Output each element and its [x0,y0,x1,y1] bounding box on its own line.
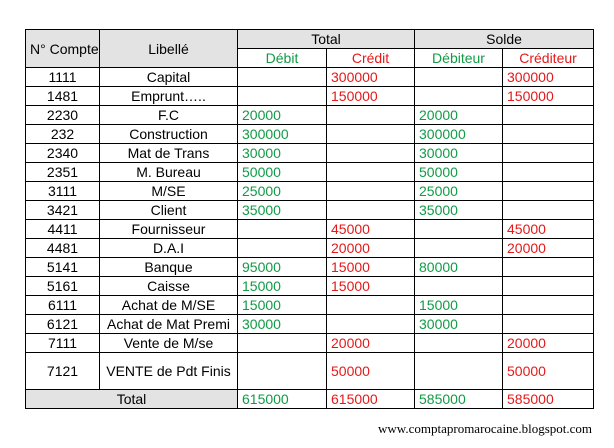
balance-table [25,29,594,409]
cell-libelle: M. Bureau [100,163,238,182]
cell-crediteur: 150000 [503,87,594,106]
cell-compte: 232 [26,125,100,144]
cell-debit [238,353,327,390]
cell-crediteur: 50000 [503,353,594,390]
total-debit: 615000 [238,390,327,409]
table-row [26,334,594,353]
total-label: Total [26,390,238,409]
cell-libelle: Emprunt….. [100,87,238,106]
cell-compte: 5141 [26,258,100,277]
cell-debiteur [415,334,503,353]
header-crediteur [503,49,594,68]
cell-debit: 15000 [238,277,327,296]
header-numero-compte [26,30,100,68]
cell-libelle: VENTE de Pdt Finis [100,353,238,390]
cell-debit: 35000 [238,201,327,220]
cell-libelle: Vente de M/se [100,334,238,353]
cell-libelle: Achat de Mat Premi [100,315,238,334]
footer-website: www.comptapromarocaine.blogspot.com [378,421,592,436]
cell-libelle: Client [100,201,238,220]
header-libelle-label: Libellé [148,40,189,57]
total-crediteur: 585000 [503,390,594,409]
cell-credit: 20000 [327,334,415,353]
header-debit [238,49,327,68]
cell-debit [238,334,327,353]
cell-credit [327,163,415,182]
cell-debit: 50000 [238,163,327,182]
cell-credit: 150000 [327,87,415,106]
cell-credit: 50000 [327,353,415,390]
cell-credit [327,315,415,334]
cell-debiteur: 30000 [415,144,503,163]
cell-debit [238,239,327,258]
cell-credit [327,106,415,125]
cell-compte: 2351 [26,163,100,182]
cell-debit: 30000 [238,315,327,334]
table-row [26,353,594,390]
cell-compte: 1111 [26,68,100,87]
table-row [26,106,594,125]
cell-libelle: Caisse [100,277,238,296]
header-credit-label: Crédit [351,50,390,66]
cell-debiteur: 300000 [415,125,503,144]
cell-libelle: Capital [100,68,238,87]
cell-debit [238,87,327,106]
table-row [26,144,594,163]
cell-libelle: Construction [100,125,238,144]
cell-compte: 4481 [26,239,100,258]
cell-crediteur [503,296,594,315]
header-debiteur-label: Débiteur [432,50,485,66]
cell-debiteur [415,353,503,390]
header-solde-label: Solde [486,31,522,47]
cell-crediteur [503,125,594,144]
header-solde [415,30,594,49]
table-body [26,68,594,390]
cell-crediteur [503,144,594,163]
cell-credit: 20000 [327,239,415,258]
cell-debit: 25000 [238,182,327,201]
header-numero-compte-label: N° Compte [30,40,99,57]
header-row-1 [26,30,594,49]
cell-debiteur: 15000 [415,296,503,315]
cell-crediteur [503,182,594,201]
cell-debiteur [415,87,503,106]
header-crediteur-label: Créditeur [519,50,577,66]
cell-credit: 300000 [327,68,415,87]
cell-debiteur: 20000 [415,106,503,125]
table-row [26,277,594,296]
cell-credit [327,296,415,315]
cell-credit: 15000 [327,277,415,296]
cell-debit: 20000 [238,106,327,125]
cell-libelle: Fournisseur [100,220,238,239]
table-row [26,258,594,277]
cell-crediteur [503,315,594,334]
total-credit: 615000 [327,390,415,409]
cell-crediteur [503,106,594,125]
total-row [26,390,594,409]
cell-debit: 95000 [238,258,327,277]
cell-libelle: Mat de Trans [100,144,238,163]
header-debiteur [415,49,503,68]
cell-debiteur [415,277,503,296]
cell-debiteur [415,220,503,239]
table-row [26,87,594,106]
cell-compte: 1481 [26,87,100,106]
cell-debit: 30000 [238,144,327,163]
total-debiteur: 585000 [415,390,503,409]
cell-credit: 45000 [327,220,415,239]
table-row [26,68,594,87]
cell-libelle: Achat de M/SE [100,296,238,315]
cell-crediteur: 300000 [503,68,594,87]
cell-credit [327,201,415,220]
header-debit-label: Débit [265,50,299,66]
cell-debit [238,220,327,239]
header-total-label: Total [311,31,341,47]
table-row [26,220,594,239]
cell-debiteur [415,239,503,258]
table-row [26,182,594,201]
cell-debiteur: 30000 [415,315,503,334]
table-row [26,125,594,144]
cell-debit: 15000 [238,296,327,315]
cell-credit [327,182,415,201]
cell-crediteur: 20000 [503,239,594,258]
cell-compte: 2340 [26,144,100,163]
cell-debiteur [415,68,503,87]
table-row [26,163,594,182]
header-total [238,30,415,49]
cell-compte: 3421 [26,201,100,220]
cell-crediteur [503,201,594,220]
cell-compte: 7121 [26,353,100,390]
cell-credit: 15000 [327,258,415,277]
cell-debit: 300000 [238,125,327,144]
cell-compte: 7111 [26,334,100,353]
cell-compte: 6111 [26,296,100,315]
table-row [26,315,594,334]
cell-libelle: M/SE [100,182,238,201]
cell-debiteur: 50000 [415,163,503,182]
cell-compte: 2230 [26,106,100,125]
cell-compte: 3111 [26,182,100,201]
header-libelle [100,30,238,68]
cell-debit [238,68,327,87]
table-row [26,201,594,220]
cell-compte: 4411 [26,220,100,239]
cell-libelle: F.C [100,106,238,125]
cell-compte: 6121 [26,315,100,334]
header-credit [327,49,415,68]
cell-libelle: D.A.I [100,239,238,258]
cell-crediteur [503,277,594,296]
cell-libelle: Banque [100,258,238,277]
table-row [26,296,594,315]
cell-debiteur: 25000 [415,182,503,201]
cell-crediteur [503,258,594,277]
cell-credit [327,125,415,144]
cell-crediteur: 20000 [503,334,594,353]
table-row [26,239,594,258]
cell-crediteur: 45000 [503,220,594,239]
cell-debiteur: 35000 [415,201,503,220]
cell-credit [327,144,415,163]
cell-compte: 5161 [26,277,100,296]
cell-debiteur: 80000 [415,258,503,277]
cell-crediteur [503,163,594,182]
